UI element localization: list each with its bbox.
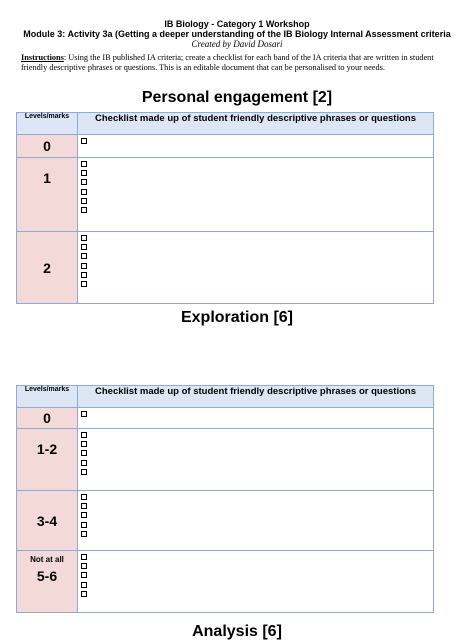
levels-header: Levels/marks bbox=[17, 113, 78, 135]
checkbox[interactable] bbox=[81, 469, 87, 475]
checkbox[interactable] bbox=[81, 522, 87, 528]
checkbox[interactable] bbox=[81, 281, 87, 287]
level-label: 2 bbox=[43, 259, 51, 276]
section-title-personal-engagement: Personal engagement [2] bbox=[141, 89, 333, 106]
table-row bbox=[17, 429, 434, 491]
checkbox[interactable] bbox=[81, 460, 87, 466]
table-row bbox=[17, 551, 434, 613]
table-row bbox=[17, 135, 434, 158]
level-cell bbox=[17, 429, 78, 491]
checkbox[interactable] bbox=[81, 272, 87, 278]
level-cell bbox=[17, 232, 78, 304]
level-label: 1-2 bbox=[36, 441, 58, 457]
checklist-cell bbox=[78, 408, 434, 429]
header-line-1: IB Biology - Category 1 Workshop bbox=[164, 19, 310, 29]
checklist-cell bbox=[78, 429, 434, 491]
exploration-table bbox=[16, 385, 434, 613]
checkbox[interactable] bbox=[81, 198, 87, 204]
level-cell bbox=[17, 158, 78, 232]
checkbox[interactable] bbox=[81, 179, 87, 185]
checkbox[interactable] bbox=[81, 512, 87, 518]
level-label: 0 bbox=[43, 410, 51, 426]
checkbox[interactable] bbox=[81, 253, 87, 259]
instructions-label: Instructions bbox=[21, 53, 64, 62]
level-note: Not at all bbox=[30, 555, 64, 564]
table-row bbox=[17, 232, 434, 304]
checkbox[interactable] bbox=[81, 170, 87, 176]
checkbox[interactable] bbox=[81, 494, 87, 500]
level-cell bbox=[17, 135, 78, 158]
section-title-analysis: Analysis [6] bbox=[192, 623, 282, 640]
checkbox[interactable] bbox=[81, 563, 87, 569]
checkbox[interactable] bbox=[81, 503, 87, 509]
checklist-cell bbox=[78, 551, 434, 613]
checklist-cell bbox=[78, 158, 434, 232]
table-row bbox=[17, 158, 434, 232]
header-author: Created by David Dosari bbox=[191, 39, 283, 49]
checkbox[interactable] bbox=[81, 411, 87, 417]
checklist-cell bbox=[78, 232, 434, 304]
section-title-exploration: Exploration [6] bbox=[180, 309, 293, 326]
checklist-header: Checklist made up of student friendly descriptive phrases or questions bbox=[78, 113, 434, 135]
checklist-cell bbox=[78, 491, 434, 551]
checkbox[interactable] bbox=[81, 207, 87, 213]
checkbox[interactable] bbox=[81, 450, 87, 456]
checkbox[interactable] bbox=[81, 582, 87, 588]
checkbox[interactable] bbox=[81, 441, 87, 447]
checklist-header: Checklist made up of student friendly descriptive phrases or questions bbox=[78, 386, 434, 408]
checkbox[interactable] bbox=[81, 591, 87, 597]
personal-engagement-table bbox=[16, 112, 434, 304]
checkbox[interactable] bbox=[81, 161, 87, 167]
instructions-text: : Using the IB published IA criteria; create a checklist for each band of the IA criteria that are written in student friendly descriptive phrases or questions. This is an editable document that can be personalised to your needs. bbox=[21, 53, 434, 72]
checklist-cell bbox=[78, 135, 434, 158]
level-label: 1 bbox=[43, 170, 51, 186]
checkbox[interactable] bbox=[81, 138, 87, 144]
checkbox[interactable] bbox=[81, 572, 87, 578]
level-label: 5-6 bbox=[36, 568, 58, 584]
checkbox[interactable] bbox=[81, 263, 87, 269]
checkbox[interactable] bbox=[81, 235, 87, 241]
table-row bbox=[17, 491, 434, 551]
checkbox[interactable] bbox=[81, 432, 87, 438]
table-row bbox=[17, 408, 434, 429]
checkbox[interactable] bbox=[81, 531, 87, 537]
checkbox[interactable] bbox=[81, 554, 87, 560]
level-cell bbox=[17, 408, 78, 429]
level-label: 0 bbox=[43, 138, 51, 154]
checkbox[interactable] bbox=[81, 244, 87, 250]
level-label: 3-4 bbox=[36, 512, 58, 529]
instructions bbox=[21, 53, 453, 73]
level-cell bbox=[17, 491, 78, 551]
level-cell bbox=[17, 551, 78, 613]
header-line-2: Module 3: Activity 3a (Getting a deeper understanding of the IB Biology Internal Assessment criteria bbox=[23, 29, 451, 39]
checkbox[interactable] bbox=[81, 189, 87, 195]
levels-header: Levels/marks bbox=[17, 386, 78, 408]
